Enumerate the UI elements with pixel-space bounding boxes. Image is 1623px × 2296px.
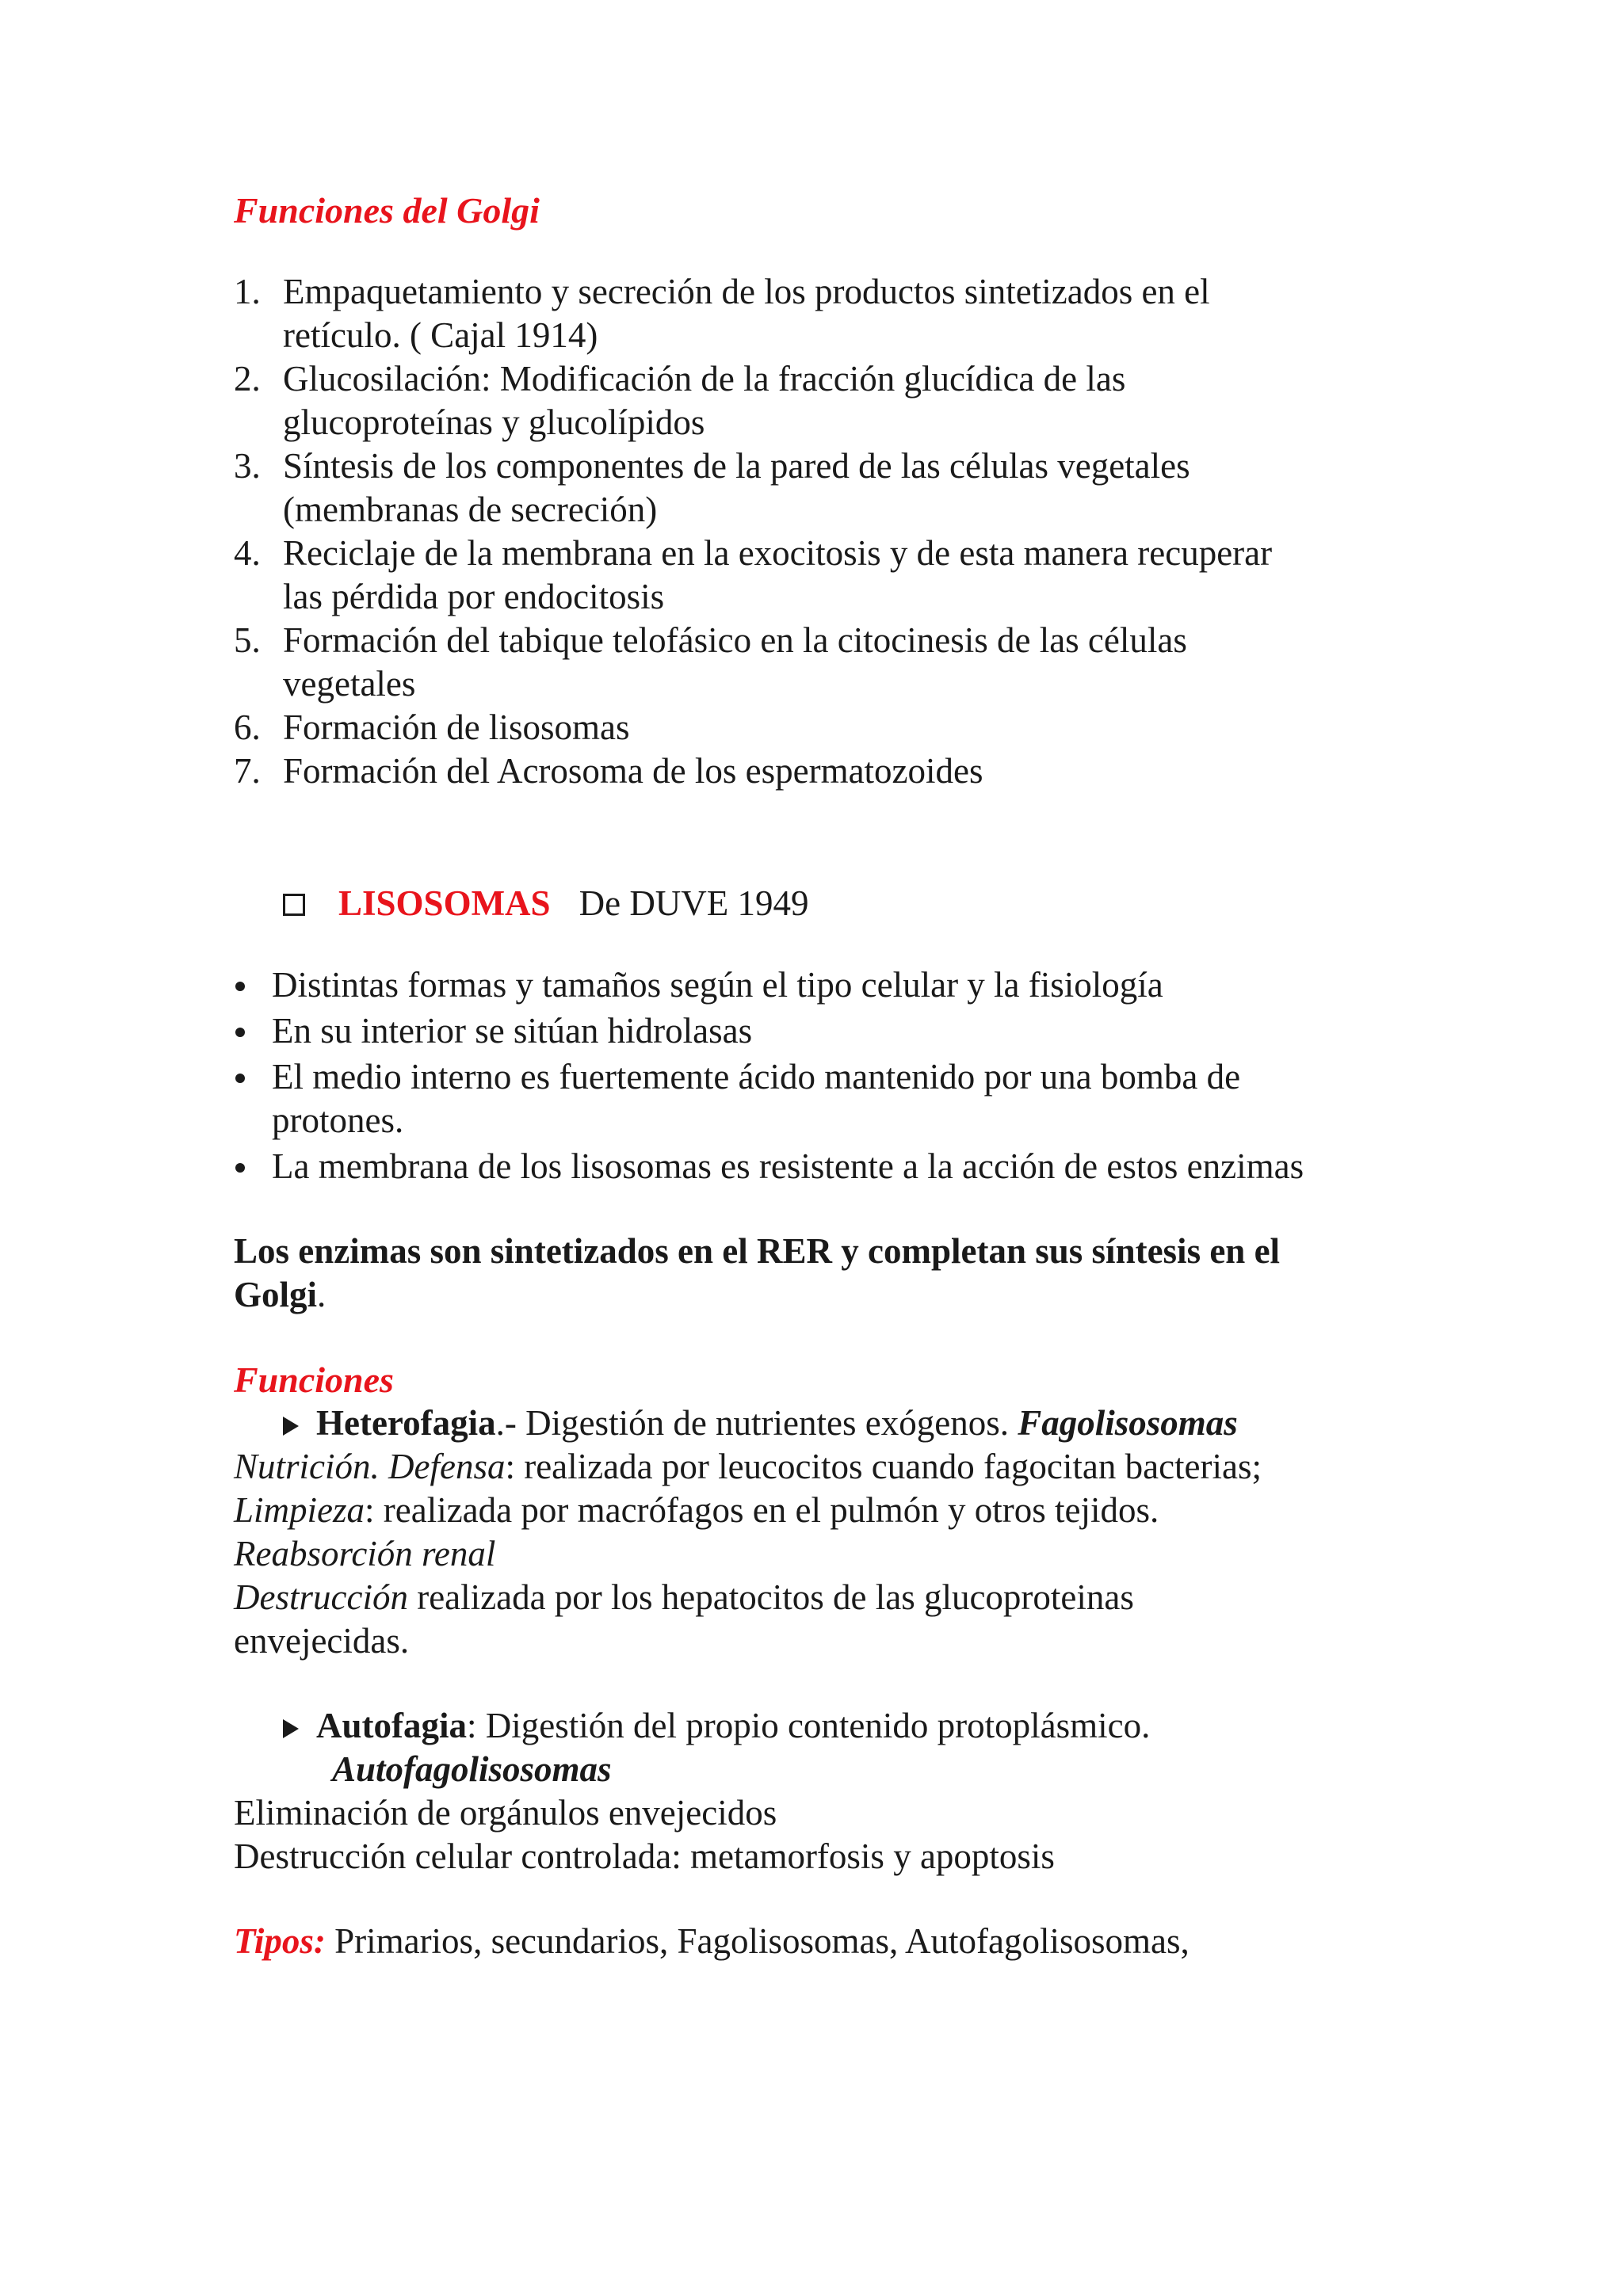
list-item	[234, 706, 1423, 749]
list-item-text: Formación del Acrosoma de los espermatozoides	[283, 751, 983, 791]
list-item-text: Síntesis de los componentes de la pared de las células vegetales	[283, 446, 1190, 486]
heterofagia-desc: .- Digestión de nutrientes exógenos.	[495, 1403, 1018, 1443]
limpieza-desc: : realizada por macrófagos en el pulmón y otros tejidos.	[365, 1490, 1159, 1530]
list-item-text-cont: retículo. ( Cajal 1914)	[283, 315, 598, 355]
autofagia-term: Autofagia	[316, 1706, 467, 1745]
arrow-bullet-icon	[283, 1417, 299, 1436]
list-item-text-cont: vegetales	[283, 664, 416, 704]
destruccion-desc: realizada por los hepatocitos de las glucoproteinas	[407, 1577, 1134, 1617]
heterofagia-term: Heterofagia	[316, 1403, 496, 1443]
enzymes-golgi: Golgi	[234, 1275, 318, 1314]
destruccion-term: Destrucción	[234, 1577, 408, 1617]
list-number: 6.	[234, 707, 261, 747]
list-item-text: Glucosilación: Modificación de la fracción glucídica de las	[283, 359, 1126, 399]
list-item	[234, 619, 1423, 706]
enzymes-period: .	[317, 1275, 327, 1314]
enzymes-paragraph	[234, 1230, 1423, 1317]
autofagia-type: Autofagolisosomas	[332, 1749, 612, 1789]
list-item	[234, 1009, 1423, 1053]
list-item-text: Formación de lisosomas	[283, 707, 630, 747]
tipos-text: Primarios, secundarios, Fagolisosomas, Autofagolisosomas,	[325, 1921, 1190, 1961]
list-number: 4.	[234, 533, 261, 573]
list-item	[234, 270, 1423, 357]
bullet-icon	[235, 1163, 245, 1173]
autofagia-row	[234, 1704, 1423, 1748]
reabsorcion-term: Reabsorción renal	[234, 1534, 496, 1573]
list-item	[234, 749, 1423, 793]
checkbox-bullet-icon	[283, 894, 305, 916]
list-number: 1.	[234, 272, 261, 311]
heterofagia-row	[234, 1402, 1423, 1445]
enzymes-text: Los enzimas son sintetizados en el RER y completan sus síntesis en el	[234, 1231, 1281, 1271]
destruccion-desc-cont: envejecidas.	[234, 1621, 410, 1661]
list-item	[234, 1055, 1423, 1142]
list-item-text-cont: protones.	[272, 1100, 404, 1140]
tipos-line	[234, 1920, 1423, 1963]
list-item	[234, 963, 1423, 1007]
autofagia-line: Destrucción celular controlada: metamorfosis y apoptosis	[234, 1836, 1055, 1876]
nutricion-desc: : realizada por leucocitos cuando fagocitan bacterias;	[505, 1447, 1262, 1486]
list-number: 7.	[234, 751, 261, 791]
destruccion-line	[234, 1576, 1423, 1619]
list-number: 3.	[234, 446, 261, 486]
list-number: 2.	[234, 359, 261, 399]
document-content	[234, 189, 1423, 1963]
funciones-heading: Funciones	[234, 1360, 394, 1400]
list-item-text-cont: las pérdida por endocitosis	[283, 577, 665, 616]
lisosomas-bullet-list	[234, 963, 1423, 1188]
heterofagia-type: Fagolisosomas	[1018, 1403, 1238, 1443]
bullet-icon	[235, 1028, 245, 1037]
list-item	[234, 357, 1423, 444]
limpieza-line	[234, 1489, 1423, 1532]
list-item-text: En su interior se sitúan hidrolasas	[272, 1011, 753, 1051]
list-item-text: La membrana de los lisosomas es resistente a la acción de estos enzimas	[272, 1146, 1304, 1186]
autofagia-line: Eliminación de orgánulos envejecidos	[234, 1793, 777, 1833]
bullet-icon	[235, 1074, 245, 1083]
lisosomas-subtitle: De DUVE 1949	[579, 883, 809, 923]
list-item	[234, 532, 1423, 619]
lisosomas-heading	[234, 882, 1423, 925]
tipos-label: Tipos:	[234, 1921, 326, 1961]
enzymes-text-cont	[234, 1273, 1423, 1317]
nutricion-line	[234, 1445, 1423, 1489]
list-item-text-cont: (membranas de secreción)	[283, 490, 658, 529]
list-item-text: Reciclaje de la membrana en la exocitosis y de esta manera recuperar	[283, 533, 1273, 573]
nutricion-term: Nutrición. Defensa	[234, 1447, 506, 1486]
lisosomas-title: LISOSOMAS	[338, 883, 551, 923]
list-item-text-cont: glucoproteínas y glucolípidos	[283, 402, 705, 442]
golgi-heading: Funciones del Golgi	[234, 190, 540, 231]
golgi-functions-list	[234, 270, 1423, 793]
autofagia-type-line	[234, 1748, 1423, 1791]
list-item	[234, 1145, 1423, 1188]
list-item-text: Formación del tabique telofásico en la citocinesis de las células	[283, 620, 1187, 660]
list-item-text: Distintas formas y tamaños según el tipo celular y la fisiología	[272, 965, 1163, 1005]
list-number: 5.	[234, 620, 261, 660]
autofagia-desc: : Digestión del propio contenido protoplásmico.	[467, 1706, 1151, 1745]
limpieza-term: Limpieza	[234, 1490, 365, 1530]
arrow-bullet-icon	[283, 1719, 299, 1738]
list-item-text: Empaquetamiento y secreción de los productos sintetizados en el	[283, 272, 1210, 311]
reabsorcion-line	[234, 1532, 1423, 1576]
list-item-text: El medio interno es fuertemente ácido mantenido por una bomba de	[272, 1057, 1241, 1097]
list-item	[234, 444, 1423, 532]
bullet-icon	[235, 982, 245, 991]
